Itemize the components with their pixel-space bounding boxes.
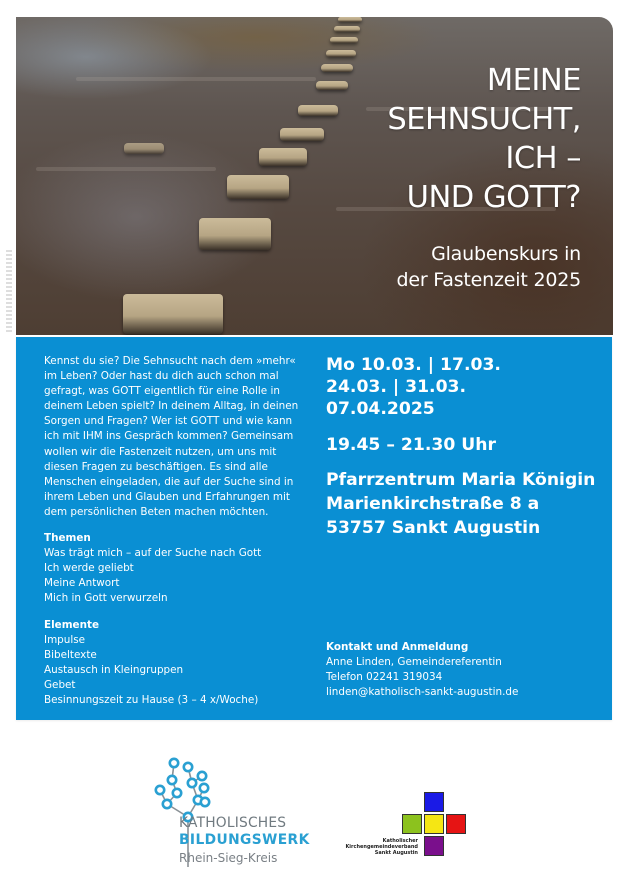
- stepping-stone: [338, 17, 362, 22]
- venue-line: 53757 Sankt Augustin: [326, 518, 541, 538]
- green-square-icon: [402, 814, 422, 834]
- subtitle-line: Glaubenskurs in: [431, 243, 581, 265]
- yellow-square-icon: [424, 814, 444, 834]
- purple-square-icon: [424, 836, 444, 856]
- stepping-stone: [124, 143, 164, 154]
- kgv-text-line: Sankt Augustin: [374, 850, 418, 857]
- stepping-stone: [330, 37, 358, 43]
- element-item: Impulse: [44, 633, 86, 646]
- title-line: ICH –: [505, 141, 581, 176]
- kgv-logo: [345, 790, 475, 860]
- kbw-line3: Rhein-Sieg-Kreis: [179, 851, 278, 865]
- stepping-stone: [334, 26, 360, 32]
- contact-email[interactable]: linden@katholisch-sankt-augustin.de: [326, 686, 519, 699]
- intro-text: Kennst du sie? Die Sehnsucht nach dem »mehr« im Leben? Oder hast du dich auch schon mal gefragt, was GOTT eigentlich für eine Rolle in deinem Leben spielt? In deinem Alltag, in deinen Sorgen und Fragen? Wer ist GOTT und wie kann ich mit IHM ins Gespräch kommen? Gemeinsam wollen wir die Fastenzeit nutzen, um uns mit diesen Fragen zu beschäftigen. Es sind alle Menschen eingeladen, die auf der Suche sind in ihrem Leben und Glauben und Erfahrungen mit dem persönlichen Beten machen möchten.: [44, 355, 299, 518]
- venue-address: [326, 468, 606, 540]
- course-time: 19.45 – 21.30 Uhr: [326, 435, 496, 455]
- stepping-stone: [326, 50, 356, 57]
- stepping-stone: [280, 128, 324, 141]
- contact-heading: Kontakt und Anmeldung: [326, 641, 469, 653]
- kbw-line1: KATHOLISCHES: [179, 815, 287, 831]
- element-item: Austausch in Kleingruppen: [44, 663, 184, 676]
- venue-line: Pfarrzentrum Maria Königin: [326, 470, 596, 490]
- themes-heading: Themen: [44, 532, 91, 545]
- theme-item: Meine Antwort: [44, 577, 120, 590]
- stepping-stone: [199, 218, 271, 250]
- element-item: Gebet: [44, 678, 76, 691]
- stepping-stone: [259, 148, 307, 166]
- theme-item: Ich werde geliebt: [44, 562, 134, 575]
- title-line: UND GOTT?: [406, 180, 581, 215]
- description-column: [44, 354, 306, 708]
- water-streak: [36, 167, 216, 171]
- kbw-logo: [148, 755, 328, 875]
- water-streak: [76, 77, 316, 81]
- info-panel: [16, 337, 612, 720]
- kgv-text-line: Kirchengemeindeverband: [345, 844, 418, 851]
- schedule-column: [326, 354, 606, 540]
- date-line: Mo 10.03. | 17.03.: [326, 355, 501, 375]
- stepping-stone: [298, 105, 338, 116]
- elements-heading: Elemente: [44, 618, 99, 631]
- kbw-line2: BILDUNGSWERK: [179, 832, 310, 848]
- title-line: SEHNSUCHT,: [387, 102, 581, 137]
- contact-name: Anne Linden, Gemeindereferentin: [326, 656, 502, 669]
- date-line: 07.04.2025: [326, 399, 435, 419]
- subtitle-line: der Fastenzeit 2025: [396, 269, 581, 291]
- stepping-stone: [316, 81, 348, 90]
- element-item: Bibeltexte: [44, 648, 97, 661]
- red-square-icon: [446, 814, 466, 834]
- date-line: 24.03. | 31.03.: [326, 377, 467, 397]
- stepping-stone: [123, 294, 223, 334]
- kgv-text: [345, 838, 418, 857]
- hero-photo: [16, 17, 613, 335]
- contact-block: [326, 640, 518, 700]
- course-dates: [326, 354, 606, 420]
- poster-subtitle: [397, 241, 582, 293]
- stepping-stone: [227, 175, 289, 199]
- stepping-stone: [321, 64, 353, 72]
- theme-item: Mich in Gott verwurzeln: [44, 592, 168, 605]
- photo-credit: [6, 250, 12, 332]
- title-line: MEINE: [486, 63, 581, 98]
- kgv-text-line: Katholischer: [382, 838, 418, 844]
- theme-item: Was trägt mich – auf der Suche nach Gott: [44, 547, 262, 560]
- contact-phone[interactable]: Telefon 02241 319034: [326, 671, 443, 684]
- poster-title: [387, 61, 581, 217]
- venue-line: Marienkirchstraße 8 a: [326, 494, 540, 514]
- blue-square-icon: [424, 792, 444, 812]
- element-item: Besinnungszeit zu Hause (3 – 4 x/Woche): [44, 693, 259, 706]
